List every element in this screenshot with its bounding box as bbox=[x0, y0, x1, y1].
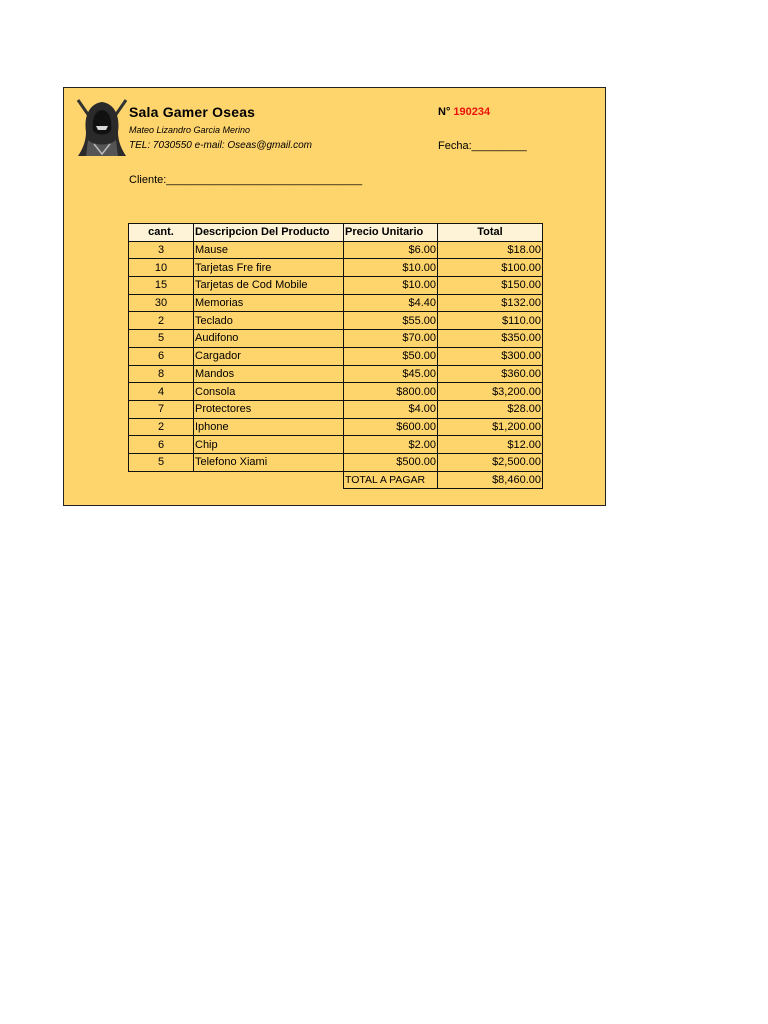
header-qty: cant. bbox=[129, 224, 194, 242]
table-header-row bbox=[129, 224, 543, 242]
cell-qty: 2 bbox=[129, 418, 194, 436]
invoice-number bbox=[438, 106, 490, 118]
cell-qty: 6 bbox=[129, 436, 194, 454]
cell-total: $150.00 bbox=[438, 277, 543, 295]
cell-description: Mause bbox=[194, 241, 344, 259]
cell-qty: 5 bbox=[129, 453, 194, 471]
cell-unit-price: $55.00 bbox=[344, 312, 438, 330]
table-row bbox=[129, 400, 543, 418]
table-row bbox=[129, 312, 543, 330]
cell-qty: 2 bbox=[129, 312, 194, 330]
cell-description: Telefono Xiami bbox=[194, 453, 344, 471]
table-row bbox=[129, 418, 543, 436]
empty-cell bbox=[129, 471, 194, 489]
grand-total-row bbox=[129, 471, 543, 489]
cell-total: $360.00 bbox=[438, 365, 543, 383]
cell-total: $132.00 bbox=[438, 294, 543, 312]
cell-description: Memorias bbox=[194, 294, 344, 312]
table-row bbox=[129, 330, 543, 348]
table-row bbox=[129, 241, 543, 259]
header-total: Total bbox=[438, 224, 543, 242]
cell-unit-price: $4.00 bbox=[344, 400, 438, 418]
items-table bbox=[128, 223, 543, 489]
client-field: Cliente:________________________________ bbox=[129, 174, 363, 186]
cell-description: Tarjetas de Cod Mobile bbox=[194, 277, 344, 295]
hooded-gamer-logo-icon bbox=[74, 96, 130, 160]
cell-total: $12.00 bbox=[438, 436, 543, 454]
cell-total: $110.00 bbox=[438, 312, 543, 330]
cell-total: $2,500.00 bbox=[438, 453, 543, 471]
cell-unit-price: $4.40 bbox=[344, 294, 438, 312]
cell-description: Protectores bbox=[194, 400, 344, 418]
cell-description: Tarjetas Fre fire bbox=[194, 259, 344, 277]
cell-unit-price: $2.00 bbox=[344, 436, 438, 454]
table-row bbox=[129, 294, 543, 312]
cell-total: $3,200.00 bbox=[438, 383, 543, 401]
cell-description: Consola bbox=[194, 383, 344, 401]
cell-total: $28.00 bbox=[438, 400, 543, 418]
cell-qty: 30 bbox=[129, 294, 194, 312]
cell-unit-price: $10.00 bbox=[344, 259, 438, 277]
cell-total: $100.00 bbox=[438, 259, 543, 277]
invoice-sheet bbox=[63, 87, 606, 506]
table-row bbox=[129, 277, 543, 295]
business-name: Sala Gamer Oseas bbox=[129, 104, 256, 120]
date-field: Fecha:_________ bbox=[438, 140, 527, 152]
empty-cell bbox=[194, 471, 344, 489]
cell-description: Audifono bbox=[194, 330, 344, 348]
cell-qty: 15 bbox=[129, 277, 194, 295]
cell-qty: 4 bbox=[129, 383, 194, 401]
invoice-number-value: 190234 bbox=[453, 106, 491, 118]
cell-total: $1,200.00 bbox=[438, 418, 543, 436]
cell-unit-price: $6.00 bbox=[344, 241, 438, 259]
cell-unit-price: $10.00 bbox=[344, 277, 438, 295]
cell-qty: 8 bbox=[129, 365, 194, 383]
cell-unit-price: $500.00 bbox=[344, 453, 438, 471]
table-row bbox=[129, 436, 543, 454]
header-unit-price: Precio Unitario bbox=[344, 224, 438, 242]
cell-description: Mandos bbox=[194, 365, 344, 383]
cell-description: Teclado bbox=[194, 312, 344, 330]
cell-qty: 7 bbox=[129, 400, 194, 418]
table-row bbox=[129, 347, 543, 365]
contact-line: TEL: 7030550 e-mail: Oseas@gmail.com bbox=[129, 140, 313, 151]
table-row bbox=[129, 383, 543, 401]
cell-total: $300.00 bbox=[438, 347, 543, 365]
cell-unit-price: $45.00 bbox=[344, 365, 438, 383]
cell-qty: 5 bbox=[129, 330, 194, 348]
cell-qty: 6 bbox=[129, 347, 194, 365]
cell-description: Chip bbox=[194, 436, 344, 454]
cell-unit-price: $600.00 bbox=[344, 418, 438, 436]
table-row bbox=[129, 365, 543, 383]
cell-description: Cargador bbox=[194, 347, 344, 365]
grand-total-label: TOTAL A PAGAR bbox=[344, 471, 438, 489]
header-description: Descripcion Del Producto bbox=[194, 224, 344, 242]
cell-unit-price: $70.00 bbox=[344, 330, 438, 348]
cell-unit-price: $50.00 bbox=[344, 347, 438, 365]
owner-name: Mateo Lizandro Garcia Merino bbox=[129, 125, 251, 135]
cell-qty: 3 bbox=[129, 241, 194, 259]
cell-total: $350.00 bbox=[438, 330, 543, 348]
cell-description: Iphone bbox=[194, 418, 344, 436]
grand-total-value: $8,460.00 bbox=[438, 471, 543, 489]
cell-unit-price: $800.00 bbox=[344, 383, 438, 401]
cell-total: $18.00 bbox=[438, 241, 543, 259]
invoice-number-label: N° bbox=[438, 106, 451, 118]
table-row bbox=[129, 453, 543, 471]
table-row bbox=[129, 259, 543, 277]
cell-qty: 10 bbox=[129, 259, 194, 277]
